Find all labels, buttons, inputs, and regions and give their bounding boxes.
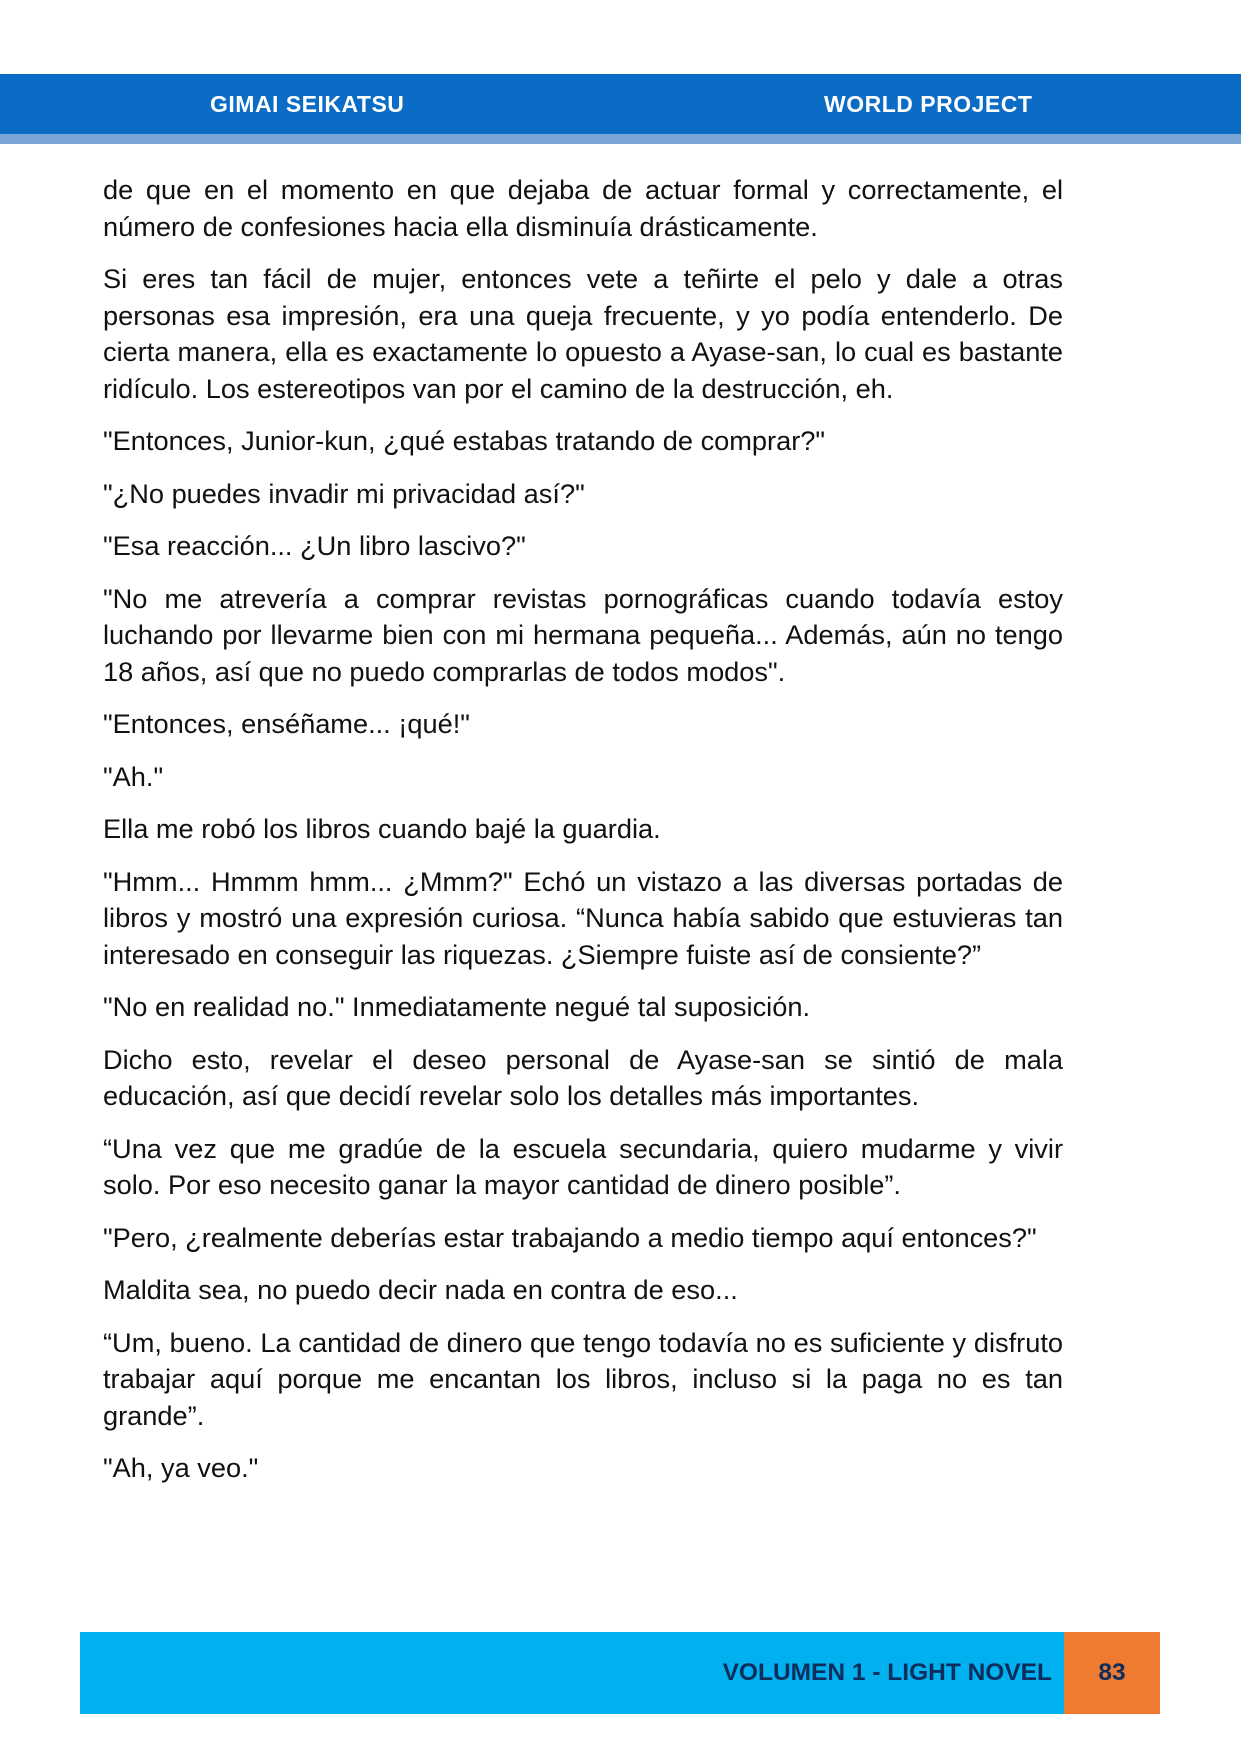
paragraph: Dicho esto, revelar el deseo personal de Ayase-san se sintió de mala educación, así que decidí revelar solo los detalles más importantes.: [103, 1043, 1063, 1111]
page-number: 83: [1098, 1659, 1126, 1686]
page-number-box: [1064, 1632, 1160, 1714]
paragraph: "No en realidad no." Inmediatamente negué tal suposición.: [103, 991, 810, 1022]
paragraph: Si eres tan fácil de mujer, entonces vete a teñirte el pelo y dale a otras personas esa impresión, era una queja frecuente, y yo podía entenderlo. De cierta manera, ella es exactamente lo opuesto a Ayase-san, lo cual es bastante ridículo. Los estereotipos van por el camino de la destrucción, eh.: [103, 263, 1063, 404]
page-footer: [80, 1632, 1064, 1714]
paragraph: “Um, bueno. La cantidad de dinero que tengo todavía no es suficiente y disfruto trabajar aquí porque me encantan los libros, incluso si la paga no es tan grande”.: [103, 1326, 1063, 1431]
paragraph: Maldita sea, no puedo decir nada en contra de eso...: [103, 1274, 738, 1305]
paragraph: "¿No puedes invadir mi privacidad así?": [103, 477, 585, 509]
paragraph: "Esa reacción... ¿Un libro lascivo?": [103, 530, 526, 561]
page-body-text: [103, 172, 1063, 1503]
paragraph: Ella me robó los libros cuando bajé la guardia.: [103, 813, 661, 844]
paragraph: "Ah, ya veo.": [103, 1452, 259, 1483]
paragraph: "Entonces, enséñame... ¡qué!": [103, 708, 470, 739]
page-header: [0, 74, 1241, 134]
paragraph: "Ah.": [103, 760, 164, 792]
footer-volume-label: VOLUMEN 1 - LIGHT NOVEL: [722, 1659, 1052, 1686]
header-series-title: GIMAI SEIKATSU: [210, 91, 405, 117]
paragraph: "Pero, ¿realmente deberías estar trabajando a medio tiempo aquí entonces?": [103, 1221, 1037, 1253]
paragraph: "No me atrevería a comprar revistas pornográficas cuando todavía estoy luchando por llevarme bien con mi hermana pequeña... Además, aún no tengo 18 años, así que no puedo comprarlas de todos modos".: [103, 582, 1063, 687]
paragraph: “Una vez que me gradúe de la escuela secundaria, quiero mudarme y vivir solo. Por eso necesito ganar la mayor cantidad de dinero posible”.: [103, 1132, 1063, 1200]
paragraph: "Hmm... Hmmm hmm... ¿Mmm?" Echó un vistazo a las diversas portadas de libros y mostró una expresión curiosa. “Nunca había sabido que estuvieras tan interesado en conseguir las riquezas. ¿Siempre fuiste así de consiente?”: [103, 865, 1063, 970]
header-underline: [0, 134, 1241, 144]
paragraph: de que en el momento en que dejaba de actuar formal y correctamente, el número de confesiones hacia ella disminuía drásticamente.: [103, 174, 1063, 242]
paragraph: "Entonces, Junior-kun, ¿qué estabas tratando de comprar?": [103, 425, 826, 456]
header-group-name: WORLD PROJECT: [824, 91, 1033, 117]
